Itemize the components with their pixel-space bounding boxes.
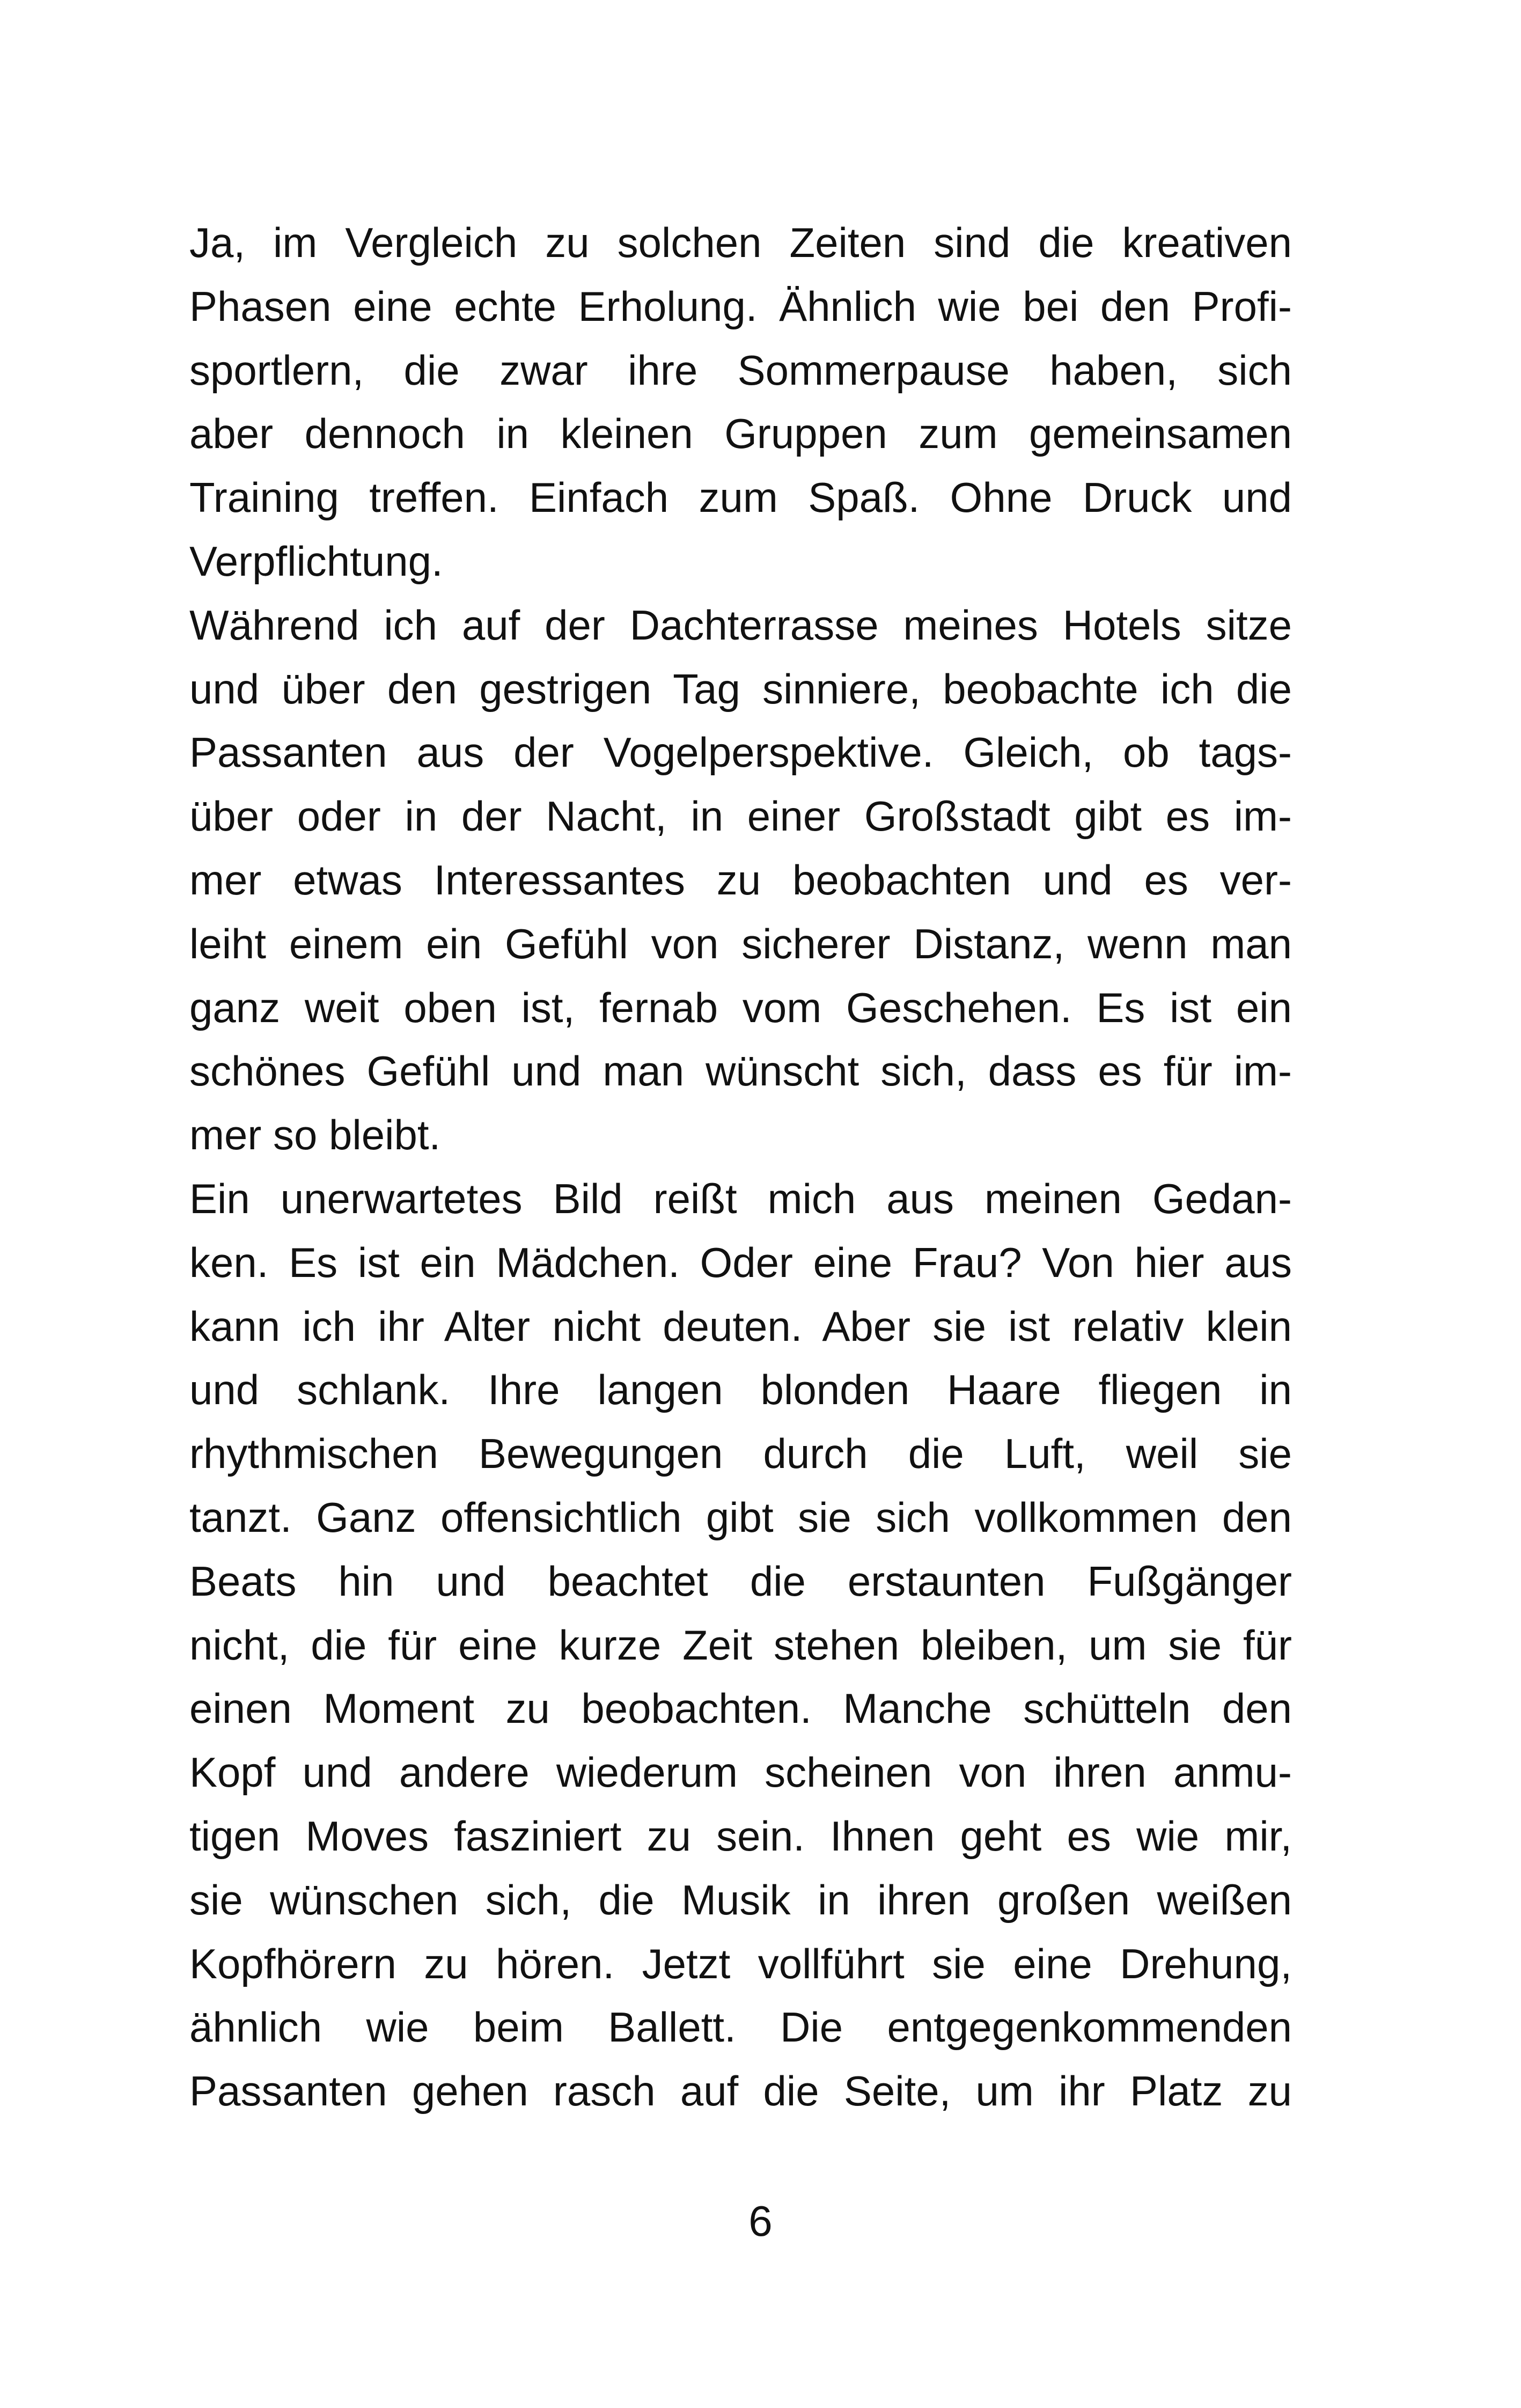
text-line: über oder in der Nacht, in einer Großstadt gibt es im- [189,792,1292,840]
text-line: Beats hin und beachtet die erstaunten Fußgänger [189,1557,1292,1605]
text-line: mer so bleibt. [189,1111,441,1159]
text-line: aber dennoch in kleinen Gruppen zum gemeinsamen [189,410,1292,458]
text-line: rhythmischen Bewegungen durch die Luft, weil sie [189,1430,1292,1478]
text-line: Training treffen. Einfach zum Spaß. Ohne Druck und [189,474,1292,522]
text-line: Ein unerwartetes Bild reißt mich aus meinen Gedan- [189,1174,1292,1222]
text-line: Während ich auf der Dachterrasse meines Hotels sitze [189,601,1292,649]
text-line: ähnlich wie beim Ballett. Die entgegenkommenden [189,2003,1292,2051]
text-line: kann ich ihr Alter nicht deuten. Aber sie ist relativ klein [189,1302,1292,1350]
text-line: schönes Gefühl und man wünscht sich, dass es für im- [189,1047,1292,1095]
body-text [189,211,1292,2123]
text-line: sportlern, die zwar ihre Sommerpause haben, sich [189,346,1292,394]
text-line: und über den gestrigen Tag sinniere, beobachte ich die [189,665,1292,713]
text-line: Phasen eine echte Erholung. Ähnlich wie bei den Profi- [189,282,1292,330]
text-line: Verpflichtung. [189,537,443,585]
text-line: mer etwas Interessantes zu beobachten und es ver- [189,856,1292,904]
text-line: tanzt. Ganz offensichtlich gibt sie sich vollkommen den [189,1493,1292,1541]
text-line: einen Moment zu beobachten. Manche schütteln den [189,1685,1292,1732]
text-line: leiht einem ein Gefühl von sicherer Distanz, wenn man [189,920,1292,967]
text-line: Ja, im Vergleich zu solchen Zeiten sind die kreativen [189,219,1292,266]
text-line: tigen Moves fasziniert zu sein. Ihnen geht es wie mir, [189,1812,1292,1860]
text-line: Passanten gehen rasch auf die Seite, um ihr Platz zu [189,2067,1292,2115]
text-line: nicht, die für eine kurze Zeit stehen bleiben, um sie für [189,1621,1292,1669]
text-line: Kopfhörern zu hören. Jetzt vollführt sie eine Drehung, [189,1940,1292,1987]
page-number: 6 [748,2197,773,2245]
text-line: Kopf und andere wiederum scheinen von ihren anmu- [189,1749,1292,1796]
text-line: ganz weit oben ist, fernab vom Geschehen. Es ist ein [189,983,1292,1031]
text-line: Passanten aus der Vogelperspektive. Gleich, ob tags- [189,729,1292,776]
text-line: und schlank. Ihre langen blonden Haare fliegen in [189,1366,1292,1414]
text-line: sie wünschen sich, die Musik in ihren großen weißen [189,1876,1292,1924]
text-line: ken. Es ist ein Mädchen. Oder eine Frau? Von hier aus [189,1238,1292,1286]
